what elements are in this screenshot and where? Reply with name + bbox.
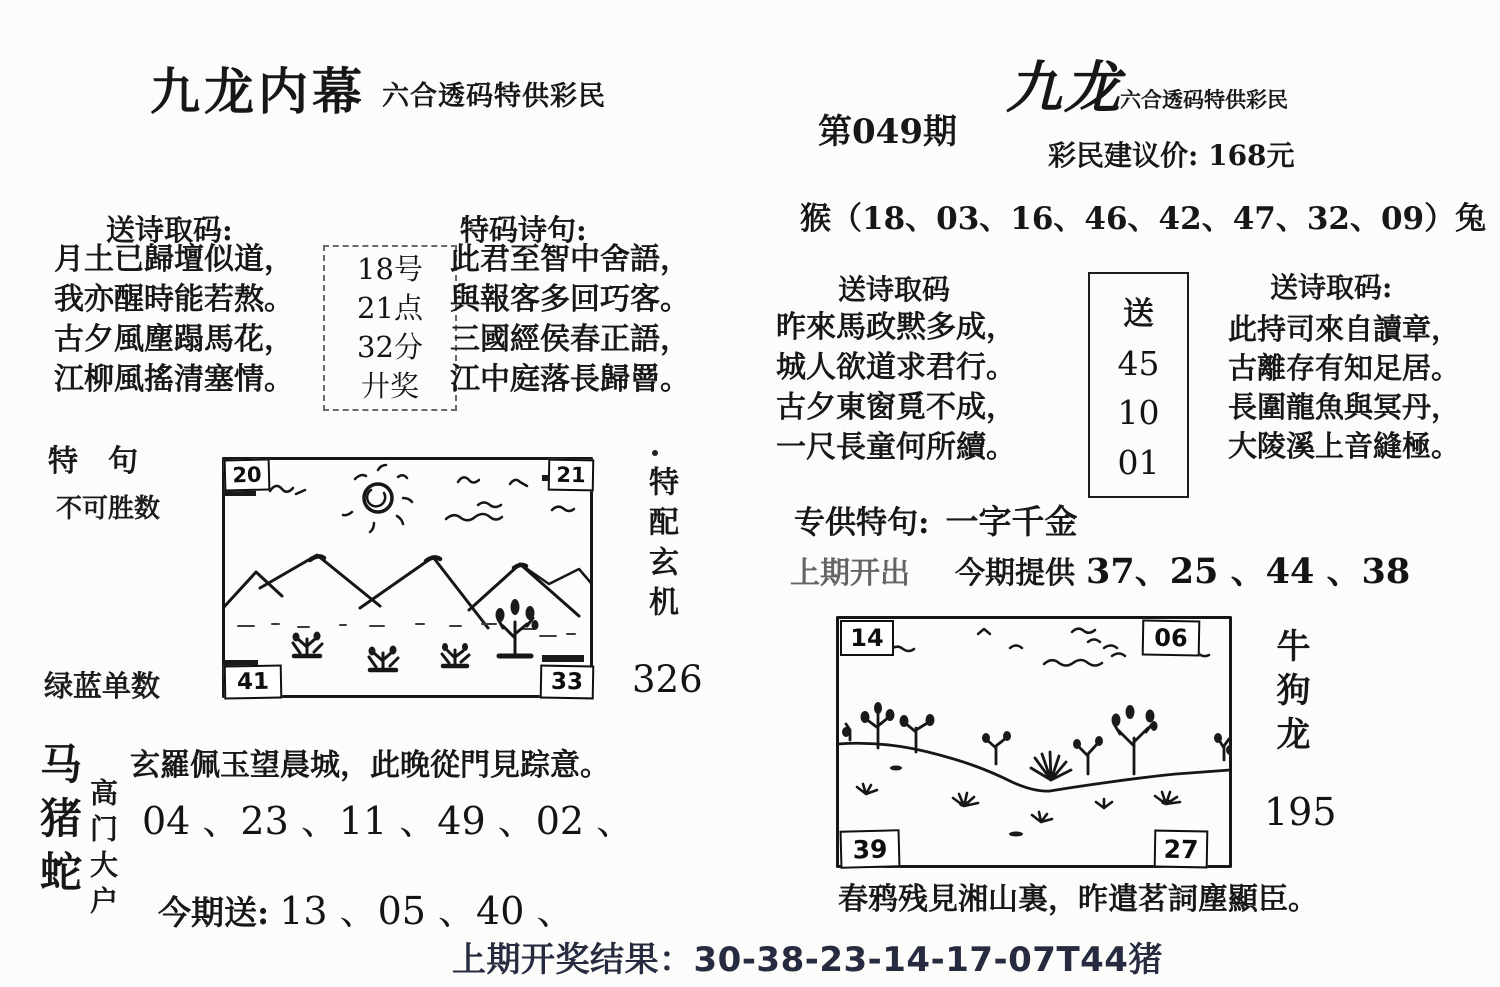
corner-number-br: 27 [1154,830,1209,869]
poem2-line: 此君至智中舍語， [450,242,690,277]
mountain-sketch-art [222,457,593,698]
corner-number-tl: 20 [224,458,271,491]
poem2-line: 三國經侯春正語， [450,322,690,357]
poem3 [776,308,1016,468]
poem1-line: 古夕風塵蹋馬花， [54,322,294,357]
poem4 [1228,310,1460,466]
teju-value: 不可胜数 [56,494,161,524]
gift-label: 今期送: [158,893,270,932]
prev-draw-label: 上期开出 [790,556,910,591]
corner-number-bl: 41 [224,664,283,699]
corner-number-tr: 06 [1142,619,1201,656]
special-label: 专供特句: [794,505,930,541]
code-box-line: 廾奖 [360,369,419,403]
right-masthead-title: 九龙 [1006,55,1122,121]
poem2-line: 江中庭落長歸罾。 [450,362,690,397]
poem1-line: 月土已歸壇似道， [54,242,294,277]
mystery-vertical-text: 特配玄机 [643,466,678,626]
code-box-line: 21点 [357,291,423,325]
gift-numbers: 13 、05 、40 、 [279,889,575,933]
mystery-dot [652,450,658,456]
poem2-line: 與報客多回巧客。 [450,282,690,317]
corner-number-bl: 39 [840,829,901,869]
now-provide-numbers: 37、25 、44 、38 [1086,551,1411,592]
poem4-line: 長圍龍魚與冥丹， [1228,390,1461,424]
left-masthead-subtitle: 六合透码特供彩民 [382,81,606,112]
now-provide-label: 今期提供 [955,556,1075,591]
left-numbers-row: 04 、23 、11 、49 、02 、 [142,799,635,843]
poem4-line: 大陵溪上音縫極。 [1228,429,1461,463]
desert-caption: 春鸦残見湘山裏，昨遣茗詞塵顯臣。 [838,882,1318,917]
gift-row [158,880,575,935]
right-masthead-subtitle: 六合透码特供彩民 [1120,87,1288,112]
special-value: 一字千金 [945,502,1078,541]
lvlan-label: 绿蓝单数 [44,669,161,703]
code-box [323,245,457,411]
poem1-line: 我亦醒時能若熬。 [54,282,294,317]
poem1-line: 江柳風搖清塞情。 [54,362,294,397]
number-326: 326 [632,658,703,701]
poem3-line: 城人欲道求君行。 [776,350,1016,385]
teju-label: 特 句 [48,444,138,479]
zodiac-number-line: 猴（18、03、16、46、42、47、32、09）兔 [800,201,1487,237]
code-box-line: 18号 [357,252,423,286]
special-phrase-row [794,496,1077,543]
song-box-number: 01 [1117,442,1160,482]
mountain-sketch [222,457,593,698]
poem3-line: 古夕東窗覓不成， [776,390,1016,425]
poem3-title: 送诗取码 [838,273,951,306]
tree-blobs [842,702,1232,837]
song-box-char: 送 [1123,296,1154,333]
code-box-line: 32分 [357,330,423,364]
song-box-number: 45 [1117,343,1160,383]
poem4-line: 古離存有知足居。 [1228,351,1461,385]
gate-column: 高门大户 [86,778,119,922]
poem3-line: 昨來馬政黙多成， [776,310,1016,345]
poem1-title: 送诗取码: [106,213,233,247]
poem4-line: 此持司來自讀章， [1228,312,1461,346]
desert-sketch [836,616,1232,868]
suggested-price: 彩民建议价: 168元 [1048,139,1295,172]
song-box [1088,272,1189,498]
corner-number-br: 33 [540,665,595,700]
corner-number-tl: 14 [840,620,894,656]
previous-draw-result: 上期开奖结果：30-38-23-14-17-07T44猪 [452,940,1163,980]
left-masthead-title: 九龙内幕 [150,62,366,121]
poem3-line: 一尺長童何所續。 [776,430,1016,465]
poem2 [450,240,690,400]
zodiac-column-right: 牛狗龙 [1270,628,1310,760]
poem1 [54,240,294,400]
poem2-title: 特码诗句: [460,213,587,247]
poem4-title: 送诗取码: [1270,271,1393,304]
left-sentence: 玄羅佩玉望晨城，此晚從門見踪意。 [130,748,610,783]
number-195: 195 [1264,790,1337,834]
zodiac-column-left: 马猪蛇 [34,742,83,904]
song-box-number: 10 [1117,393,1160,433]
corner-number-tr: 21 [548,459,595,492]
issue-number: 第049期 [818,112,957,152]
